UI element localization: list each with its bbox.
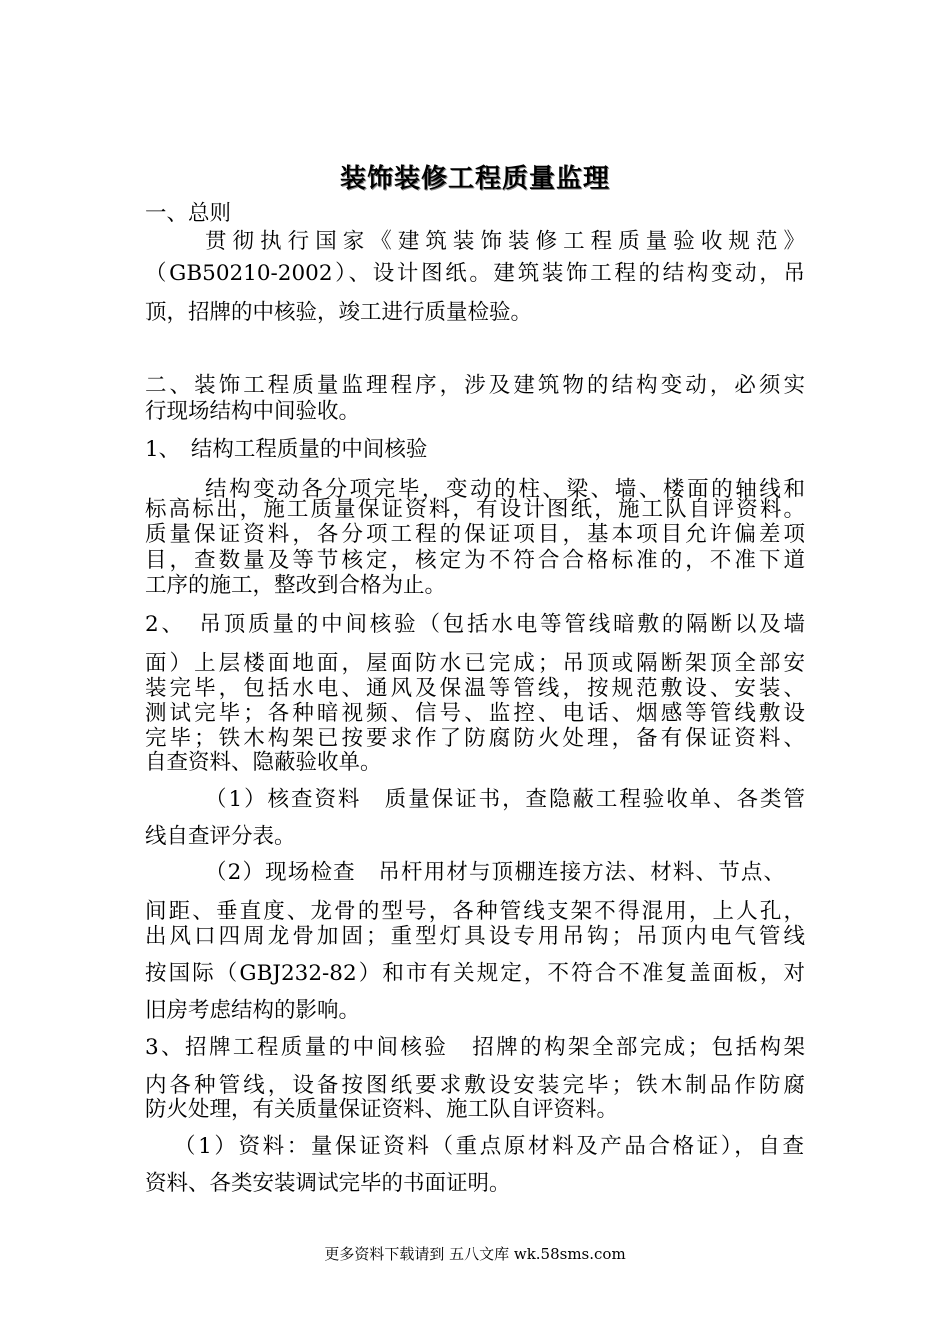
item-heading: 3、招牌工程质量的中间核验 招牌的构架全部完成；包括构架	[145, 1035, 805, 1060]
paragraph-line: 装完毕，包括水电、通风及保温等管线，按规范敷设、安装、	[145, 676, 805, 701]
footer-text: 更多资料下载请到 五八文库 wk.58sms.com	[324, 1245, 626, 1263]
sub-item-line: （2）现场检查 吊杆用材与顶棚连接方法、材料、节点、	[205, 860, 785, 885]
paragraph-line: 防火处理，有关质量保证资料、施工队自评资料。	[145, 1097, 619, 1122]
section-heading-procedure: 二、装饰工程质量监理程序，涉及建筑物的结构变动，必须实	[145, 373, 805, 398]
section-heading-general: 一、总则	[145, 201, 232, 226]
sub-item-line: （1）核查资料 质量保证书，查隐蔽工程验收单、各类管	[205, 787, 805, 812]
paragraph-line: 结构变动各分项完毕，变动的柱、梁、墙、楼面的轴线和	[205, 477, 805, 502]
paragraph-line: 内各种管线，设备按图纸要求敷设安装完毕；铁木制品作防腐	[145, 1073, 805, 1098]
sub-item-line: （1）资料：量保证资料（重点原材料及产品合格证），自查	[174, 1134, 804, 1159]
paragraph-line: 测试完毕；各种暗视频、信号、监控、电话、烟感等管线敷设	[145, 701, 805, 726]
paragraph-line: 按国际（GBJ232-82）和市有关规定，不符合不准复盖面板，对	[145, 961, 805, 986]
item-heading: 2、 吊顶质量的中间核验（包括水电等管线暗敷的隔断以及墙	[145, 612, 805, 637]
paragraph-line: 旧房考虑结构的影响。	[145, 998, 361, 1023]
paragraph-line: 质量保证资料，各分项工程的保证项目，基本项目允许偏差项	[145, 522, 805, 547]
paragraph-line: 标高标出，施工质量保证资料，有设计图纸，施工队自评资料。	[145, 497, 805, 522]
paragraph-line: 目，查数量及等节核定，核定为不符合合格标准的，不准下道	[145, 548, 805, 573]
paragraph-line: 资料、各类安装调试完毕的书面证明。	[145, 1171, 511, 1196]
paragraph-line: 面）上层楼面地面，屋面防水已完成；吊顶或隔断架顶全部安	[145, 651, 805, 676]
paragraph-line: （GB50210-2002）、设计图纸。建筑装饰工程的结构变动，吊	[145, 261, 805, 286]
paragraph-line: 完毕；铁木构架已按要求作了防腐防火处理，备有保证资料、	[145, 726, 805, 751]
paragraph-line: 顶，招牌的中核验，竣工进行质量检验。	[145, 300, 533, 325]
paragraph-line: 贯彻执行国家《建筑装饰装修工程质量验收规范》	[205, 229, 805, 254]
item-heading: 1、 结构工程质量的中间核验	[145, 437, 428, 462]
paragraph-line: 间距、垂直度、龙骨的型号，各种管线支架不得混用，上人孔，	[145, 899, 805, 924]
document-title: 装饰装修工程质量监理	[339, 164, 610, 194]
paragraph-line: 行现场结构中间验收。	[145, 399, 361, 424]
paragraph-line: 自查资料、隐蔽验收单。	[145, 750, 382, 775]
paragraph-line: 工序的施工，整改到合格为止。	[145, 573, 447, 598]
paragraph-line: 出风口四周龙骨加固；重型灯具设专用吊钩；吊顶内电气管线	[145, 924, 805, 949]
paragraph-line: 线自查评分表。	[145, 824, 296, 849]
